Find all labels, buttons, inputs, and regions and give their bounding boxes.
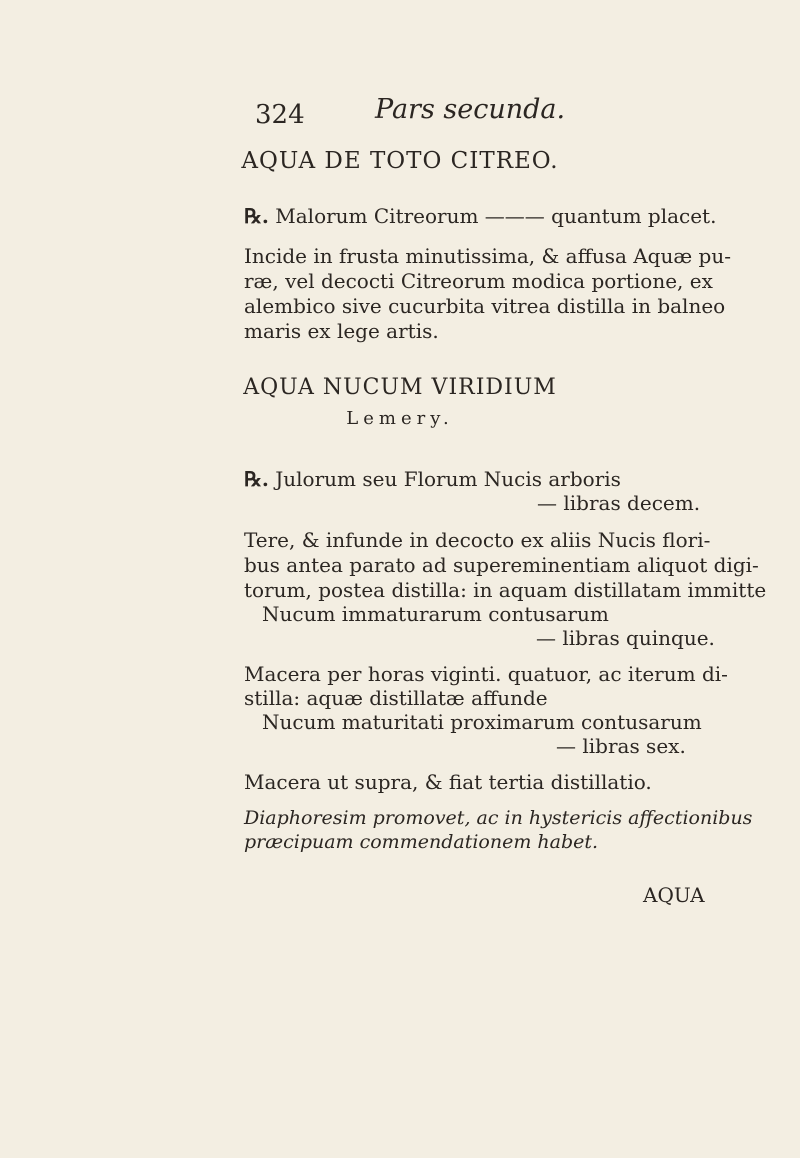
text-line: Incide in frusta minutissima, & affusa Aquæ pu- bbox=[244, 244, 731, 268]
running-head: Pars secunda. bbox=[375, 94, 566, 125]
recipe-author: Lemery. bbox=[346, 408, 454, 429]
ingredient-quantity: — libras quinque. bbox=[536, 626, 715, 650]
text-line: bus antea parato ad supereminentiam aliquot digi- bbox=[244, 553, 759, 577]
recipe-title-aqua-nucum: AQUA NUCUM VIRIDIUM bbox=[243, 375, 557, 400]
ingredient-line bbox=[244, 206, 716, 226]
ingredient-text: Nucum maturitati proximarum contusarum bbox=[262, 710, 702, 734]
ingredient-text: Malorum Citreorum ——— quantum placet. bbox=[275, 204, 717, 228]
italic-note: præcipuam commendationem habet. bbox=[244, 831, 599, 853]
catchword: AQUA bbox=[643, 883, 705, 907]
text-line: Macera ut supra, & fiat tertia distillatio. bbox=[244, 770, 652, 794]
ingredient-text: Julorum seu Florum Nucis arboris bbox=[275, 467, 621, 491]
ingredient-quantity: — libras sex. bbox=[556, 734, 686, 758]
text-line: Macera per horas viginti. quatuor, ac iterum di- bbox=[244, 662, 728, 686]
text-line: torum, postea distilla: in aquam distillatam immitte bbox=[244, 578, 767, 602]
ingredient-text: Nucum immaturarum contusarum bbox=[262, 602, 609, 626]
recipe-title-aqua-citreo: AQUA DE TOTO CITREO. bbox=[241, 148, 559, 174]
text-line: ræ, vel decocti Citreorum modica portione, ex bbox=[244, 269, 713, 293]
recipe-symbol: ℞. bbox=[244, 467, 269, 491]
recipe-symbol: ℞. bbox=[244, 204, 269, 228]
italic-note: Diaphoresim promovet, ac in hystericis affectionibus bbox=[244, 807, 753, 829]
ingredient-line bbox=[244, 469, 621, 489]
text-line: maris ex lege artis. bbox=[244, 319, 439, 343]
text-line: alembico sive cucurbita vitrea distilla in balneo bbox=[244, 294, 726, 318]
text-line: Tere, & infunde in decocto ex aliis Nucis flori- bbox=[244, 528, 711, 552]
page-number: 324 bbox=[255, 100, 305, 130]
text-line: stilla: aquæ distillatæ affunde bbox=[244, 686, 548, 710]
ingredient-quantity: — libras decem. bbox=[537, 491, 701, 515]
